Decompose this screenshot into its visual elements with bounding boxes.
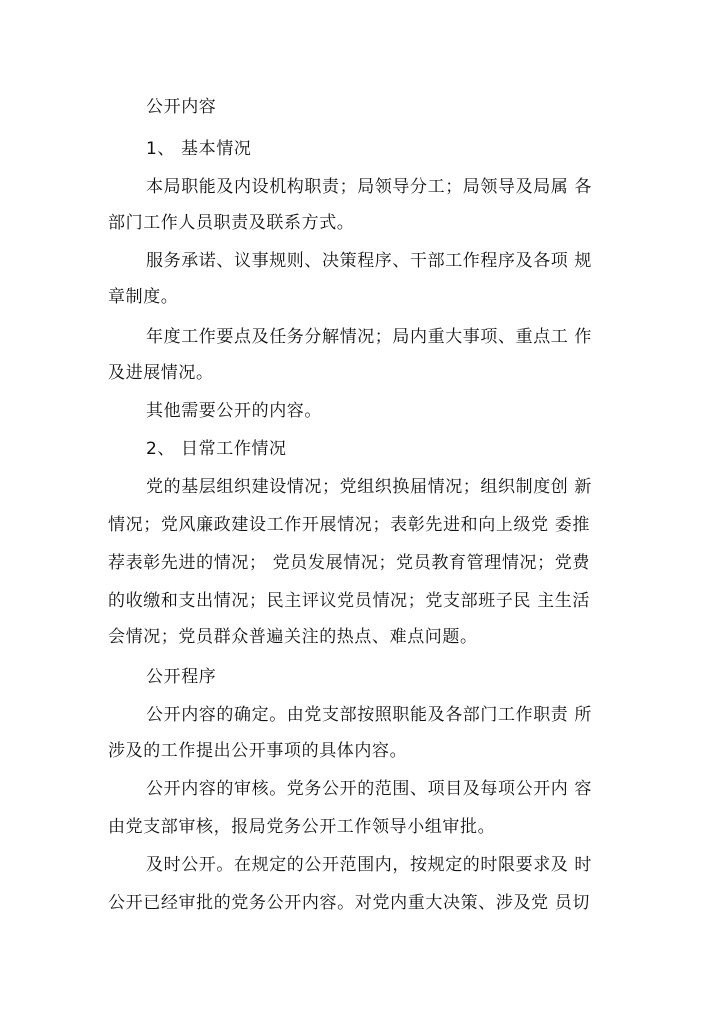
subheading-basic-info: 1、 基本情况	[146, 139, 252, 159]
paragraph-line: 公开内容的确定。由党支部按照职能及各部门工作职责 所	[146, 705, 593, 725]
paragraph-line: 涉及的工作提出公开事项的具体内容。	[108, 741, 408, 761]
subheading-daily-work: 2、 日常工作情况	[146, 439, 287, 459]
paragraph-line: 的收缴和支出情况；民主评议党员情况；党支部班子民 主生活	[108, 591, 590, 611]
section-heading-public-procedure: 公开程序	[146, 667, 217, 687]
paragraph-line: 年度工作要点及任务分解情况；局内重大事项、重点工 作	[146, 327, 593, 347]
paragraph-line: 及时公开。在规定的公开范围内，按规定的时限要求及 时	[146, 855, 593, 875]
paragraph-line: 部门工作人员职责及联系方式。	[108, 213, 355, 233]
paragraph-line: 及进展情况。	[108, 363, 214, 383]
paragraph-line: 公开已经审批的党务公开内容。对党内重大决策、涉及党 员切	[108, 893, 590, 913]
paragraph-line: 情况；党风廉政建设工作开展情况；表彰先进和向上级党 委推	[108, 515, 590, 535]
paragraph-line: 公开内容的审核。党务公开的范围、项目及每项公开内 容	[146, 779, 593, 799]
paragraph-line: 其他需要公开的内容。	[146, 401, 322, 421]
paragraph-line: 会情况；党员群众普遍关注的热点、难点问题。	[108, 627, 478, 647]
paragraph-line: 党的基层组织建设情况；党组织换届情况；组织制度创 新	[146, 477, 593, 497]
paragraph-line: 由党支部审核，报局党务公开工作领导小组审批。	[108, 817, 496, 837]
paragraph-line: 本局职能及内设机构职责；局领导分工；局领导及局属 各	[146, 177, 593, 197]
paragraph-line: 服务承诺、议事规则、决策程序、干部工作程序及各项 规	[146, 251, 593, 271]
paragraph-line: 章制度。	[108, 287, 179, 307]
section-heading-public-content: 公开内容	[146, 97, 217, 117]
paragraph-line: 荐表彰先进的情况； 党员发展情况；党员教育管理情况；党费	[108, 553, 590, 573]
